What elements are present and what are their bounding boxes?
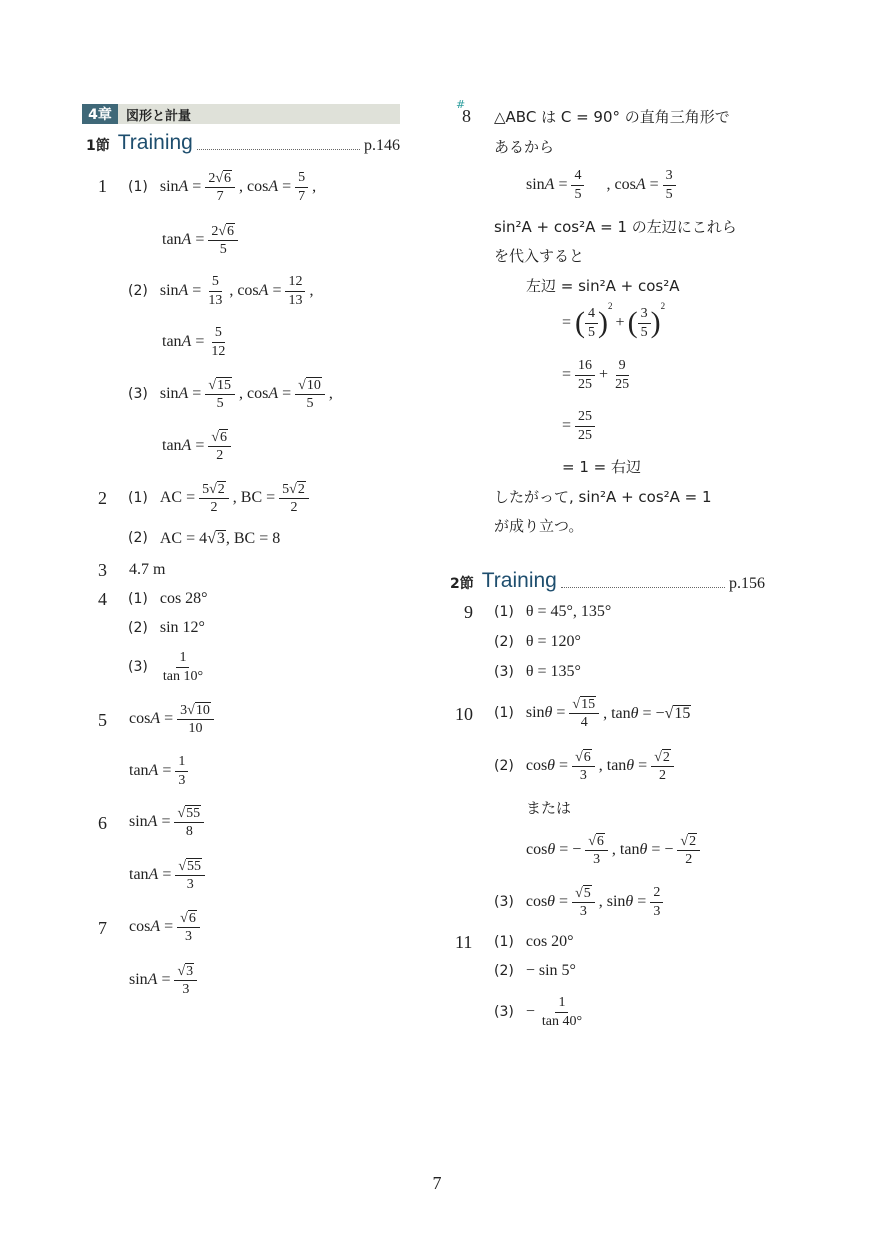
text-line: が成り立つ。 <box>494 517 584 535</box>
answer-line: (2) sinA = $\frac{5}{13}$ , cosA = $\frac{12}{13}$ , <box>128 274 314 308</box>
answer-line: tanA = $\frac{√6}{2}$ <box>162 426 235 466</box>
problem-number: 5 <box>98 710 107 730</box>
text-line: を代入すると <box>494 247 585 265</box>
page-reference: p.146 <box>364 137 400 154</box>
answer-line: cosA = $\frac{√6}{3}$ <box>129 907 204 947</box>
text-line: したがって, sin²A + cos²A = 1 <box>494 488 712 506</box>
answer-line: (2) cosθ = $\frac{√6}{3}$ , tanθ = $\frac{√2}{2}$ <box>494 746 678 786</box>
answer-line: (1) AC = $\frac{5√2}{2}$ , BC = $\frac{5√2}{2}$ <box>128 478 313 518</box>
answer-line: sinA = $\frac{4}{5}$ , cosA = $\frac{3}{5}$ <box>526 165 680 205</box>
problem-number: 10 <box>455 704 473 724</box>
problem-number: 2 <box>98 488 107 508</box>
equation-line: = ( $\frac{4}{5}$ ) $^2$ + ( $\frac{3}{5}$ ) $^2$ <box>562 301 666 340</box>
problem-number: 1 <box>98 176 107 196</box>
answer-line: (3) $\frac{1}{\tan 10^\circ}$ <box>128 650 204 684</box>
answer-line: (2) AC = 4√3, BC = 8 <box>128 529 281 547</box>
text-line: = 1 = 右辺 <box>562 458 641 476</box>
problem-number: 6 <box>98 813 107 833</box>
answer-line: (2) θ = 120° <box>494 633 581 650</box>
page-number: 7 <box>432 1173 442 1193</box>
answer-line: (3) θ = 135° <box>494 663 581 680</box>
answer-line: cosA = $\frac{3√10}{10}$ <box>129 699 218 739</box>
problem-number: 7 <box>98 918 107 938</box>
answer-line: (2) sin 12° <box>128 619 205 636</box>
text-line: または <box>526 799 572 817</box>
hash-mark: # <box>456 98 466 111</box>
problem-number: 11 <box>455 932 473 952</box>
answer-line: tanA = $\frac{√55}{3}$ <box>129 855 209 895</box>
leader-dots <box>561 587 725 588</box>
page-reference: p.156 <box>729 575 765 592</box>
equation-line: = $\frac{25}{25}$ <box>562 406 599 446</box>
answer-line: (3) cosθ = $\frac{√5}{3}$ , sinθ = $\frac{2}{3}$ <box>494 882 667 922</box>
answer-line: (2) − sin 5° <box>494 962 576 979</box>
leader-dots <box>197 149 360 150</box>
text-line: あるから <box>494 138 555 156</box>
problem-number: 9 <box>464 602 473 622</box>
section-number: 2節 <box>450 576 474 592</box>
equation-line: = $\frac{16}{25}$ + $\frac{9}{25}$ <box>562 358 630 392</box>
chapter-number: 4章 <box>82 104 118 124</box>
chapter-header <box>82 104 400 124</box>
answer-line: (1) θ = 45°, 135° <box>494 603 612 620</box>
text-line: △ABC は C = 90° の直角三角形で <box>494 108 730 126</box>
answer-line: tanA = $\frac{1}{3}$ <box>129 751 192 791</box>
section-title: Training <box>117 131 193 154</box>
answer-line: sinA = $\frac{√55}{8}$ <box>129 802 208 842</box>
problem-number: 3 <box>98 560 107 580</box>
answer-line: (3) − $\frac{1}{\tan 40^\circ}$ <box>494 995 583 1029</box>
answer-line: (1) sinθ = $\frac{√15}{4}$ , tanθ = −√15 <box>494 696 691 730</box>
answer-line: (3) sinA = $\frac{√15}{5}$ , cosA = $\frac{√10}{5}$ , <box>128 377 333 411</box>
section-number: 1節 <box>86 138 110 154</box>
problem-number: 4 <box>98 589 107 609</box>
answer-line: cosθ = − $\frac{√6}{3}$ , tanθ = − $\frac{√2}{2}$ <box>526 830 704 870</box>
answer-line: (1) cos 28° <box>128 590 208 607</box>
section-1-header <box>86 131 400 155</box>
text-line: 左辺 = sin²A + cos²A <box>526 277 680 295</box>
answer-line: (1) cos 20° <box>494 933 574 950</box>
section-title: Training <box>481 569 557 592</box>
answer-line: tanA = $\frac{2√6}{5}$ <box>162 220 242 260</box>
problem-number: 8 <box>462 106 471 126</box>
text-line: sin²A + cos²A = 1 の左辺にこれら <box>494 218 737 236</box>
chapter-title: 図形と計量 <box>126 108 192 124</box>
answer-line: sinA = $\frac{√3}{3}$ <box>129 960 201 1000</box>
section-2-header <box>450 569 765 593</box>
answer-line: (1) sinA = $\frac{2√6}{7}$ , cosA = $\frac{5}{7}$ , <box>128 170 317 204</box>
answer-line: tanA = $\frac{5}{12}$ <box>162 325 226 359</box>
answer-text: 4.7 m <box>129 561 166 578</box>
